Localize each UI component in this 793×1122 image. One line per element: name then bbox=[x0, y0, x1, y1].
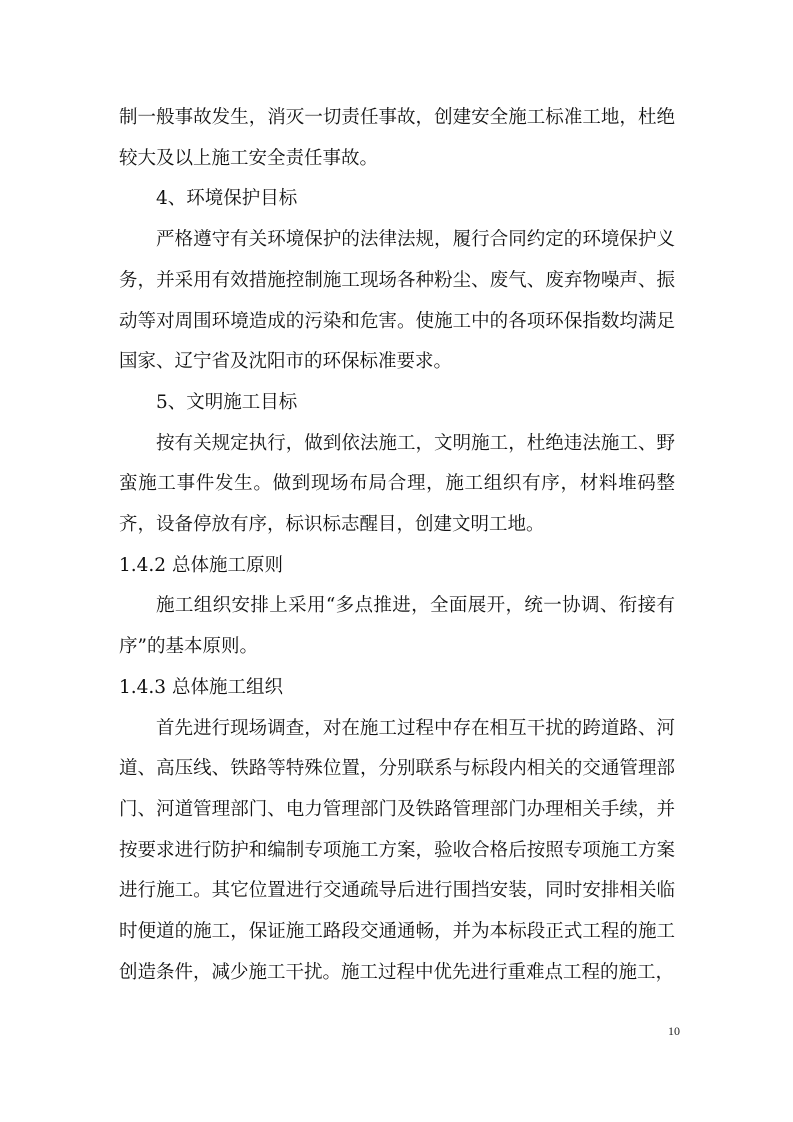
paragraph-construction-organization: 首先进行现场调查，对在施工过程中存在相互干扰的跨道路、河道、高压线、铁路等特殊位置，分别联系与标段内相关的交通管理部门、河道管理部门、电力管理部门及铁路管理部门办理相关手续，并按要求进行防护和编制专项施工方案，验收合格后按照专项施工方案进行施工。其它位置进行交通疏导后进行围挡安装，同时安排相关临时便道的施工，保证施工路段交通通畅，并为本标段正式工程的施工创造条件，减少施工干扰。施工过程中优先进行重难点工程的施工， bbox=[119, 717, 675, 983]
body-text bbox=[119, 98, 675, 993]
paragraph-continuation: 制一般事故发生，消灭一切责任事故，创建安全施工标准工地，杜绝较大及以上施工安全责任事故。 bbox=[119, 107, 675, 169]
section-heading-1-4-2: 1.4.2 总体施工原则 bbox=[119, 554, 283, 576]
paragraph-civilized-construction: 按有关规定执行，做到依法施工，文明施工，杜绝违法施工、野蛮施工事件发生。做到现场布局合理，施工组织有序，材料堆码整齐，设备停放有序，标识标志醒目，创建文明工地。 bbox=[119, 432, 675, 536]
section-heading-1-4-3: 1.4.3 总体施工组织 bbox=[119, 676, 283, 698]
paragraph-construction-principle: 施工组织安排上采用“多点推进，全面展开，统一协调、衔接有序”的基本原则。 bbox=[119, 595, 675, 658]
subheading-environmental-protection: 4、环境保护目标 bbox=[156, 188, 298, 210]
paragraph-environmental-protection: 严格遵守有关环境保护的法律法规，履行合同约定的环境保护义务，并采用有效措施控制施工现场各种粉尘、废气、废弃物噪声、振动等对周围环境造成的污染和危害。使施工中的各项环保指数均满足国家、辽宁省及沈阳市的环保标准要求。 bbox=[119, 229, 675, 373]
subheading-civilized-construction: 5、文明施工目标 bbox=[156, 391, 298, 413]
page-number: 10 bbox=[668, 1024, 680, 1038]
